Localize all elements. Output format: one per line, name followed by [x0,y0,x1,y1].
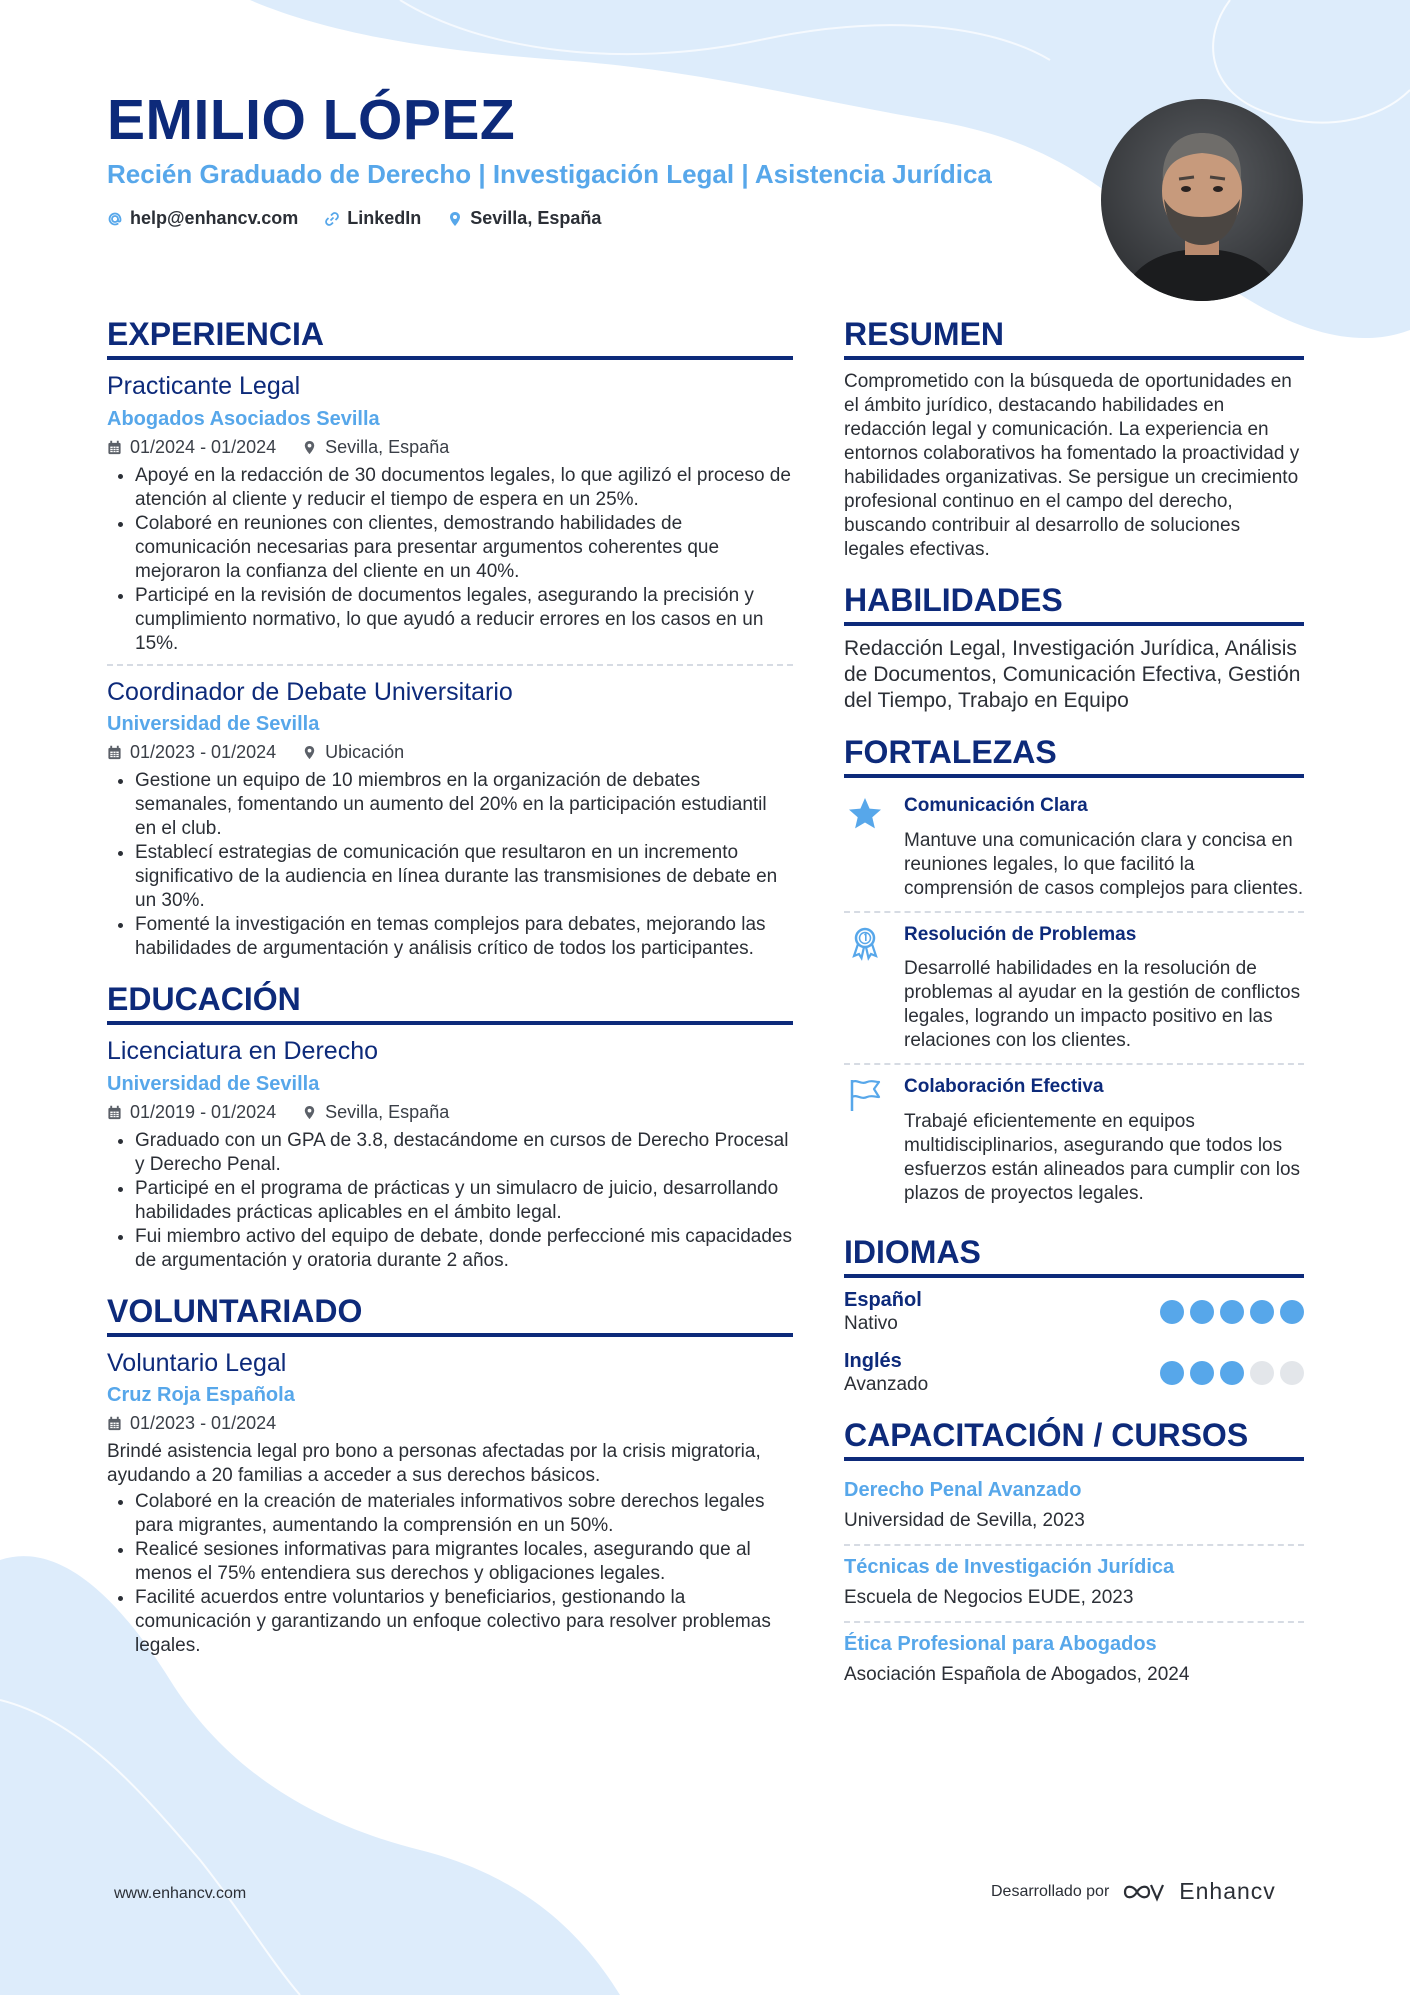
bullet-item: • Realicé sesiones informativas para migrantes locales, asegurando que al menos el 75% entendiera sus derechos y obligaciones legales. [135,1538,793,1586]
candidate-headline: Recién Graduado de Derecho | Investigación Legal | Asistencia Jurídica [107,159,992,189]
powered-by-text: Desarrollado por [991,1882,1110,1900]
section-title-experience: EXPERIENCIA [107,318,793,360]
entry-divider [844,1063,1304,1065]
bullet-item: • Fomenté la investigación en temas complejos para debates, mejorando las habilidades de argumentación y análisis crítico de todos los participantes. [135,913,793,961]
section-title-skills: HABILIDADES [844,584,1304,626]
job-title: Coordinador de Debate Universitario [107,677,513,706]
language-item [844,1349,1304,1398]
volunteer-dates: 01/2023 - 01/2024 [130,1413,277,1433]
experience-section [107,318,793,961]
bullet-item: • Colaboré en la creación de materiales informativos sobre derechos legales para migrantes, aumentando la comprensión en un 50%. [135,1490,793,1538]
flag-icon [847,1077,883,1113]
summary-section [844,318,1304,562]
job-title: Practicante Legal [107,372,301,400]
job-location: Ubicación [325,742,405,762]
bullet-item: • Participé en la revisión de documentos legales, asegurando la precisión y cumplimiento normativo, lo que ayudó a reducir errores en los casos en un 15%. [135,584,793,656]
strength-description: Mantuve una comunicación clara y concisa en reuniones legales, lo que facilitó la comprensión de casos complejos para clientes. [904,829,1304,899]
rating-dot-filled [1280,1300,1304,1324]
entry-divider [844,911,1304,913]
strength-item [844,788,1304,909]
at-icon [107,211,123,227]
footer-website[interactable]: www.enhancv.com [114,1885,247,1902]
section-title-education: EDUCACIÓN [107,983,793,1025]
volunteer-bullets [107,1490,793,1658]
course-institution: Universidad de Sevilla, 2023 [844,1510,1085,1532]
brand-name: Enhancv [1179,1878,1276,1904]
school-name: Universidad de Sevilla [107,1072,320,1095]
course-institution: Asociación Española de Abogados, 2024 [844,1663,1190,1685]
education-location: Sevilla, España [325,1101,450,1122]
experience-entry [107,676,793,962]
portrait-illustration [1101,99,1303,301]
job-meta [107,742,793,763]
contact-email[interactable] [107,208,298,229]
course-item [844,1625,1304,1696]
location-pin-icon [302,1105,317,1120]
star-icon [847,796,883,832]
rating-dot-filled [1220,1300,1244,1324]
entry-divider [844,1621,1304,1623]
section-title-strengths: FORTALEZAS [844,736,1304,778]
bullet-item: • Fui miembro activo del equipo de debate, donde perfeccioné mis capacidades de argumentación y oratoria durante 2 años. [135,1225,793,1273]
bullet-item: • Apoyé en la redacción de 30 documentos legales, lo que agilizó el proceso de atención al cliente y reducir el tiempo de espera en un 25%. [135,464,793,512]
experience-entry [107,370,793,656]
calendar-icon [107,1416,122,1431]
bullet-item: • Participé en el programa de prácticas y un simulacro de juicio, desarrollando habilidades prácticas aplicables en el ámbito legal. [135,1177,793,1225]
section-title-volunteering: VOLUNTARIADO [107,1295,793,1337]
award-ribbon-icon [847,925,883,961]
language-name: Inglés [844,1349,902,1372]
profile-photo [1101,99,1303,301]
skills-section [844,584,1304,714]
language-rating [1160,1300,1304,1324]
left-column [107,318,793,1680]
course-title: Derecho Penal Avanzado [844,1479,1082,1502]
entry-divider [844,1544,1304,1546]
strength-title: Colaboración Efectiva [904,1076,1104,1098]
bullet-item: • Gestione un equipo de 10 miembros en la organización de debates semanales, fomentando un aumento del 20% en la participación estudiantil en el club. [135,769,793,841]
volunteer-title: Voluntario Legal [107,1348,287,1377]
link-icon [324,211,340,227]
rating-dot-filled [1160,1300,1184,1324]
languages-list [844,1288,1304,1397]
linkedin-text: LinkedIn [347,208,422,228]
volunteering-section [107,1292,793,1659]
volunteer-org: Cruz Roja Española [107,1384,295,1406]
section-title-languages: IDIOMAS [844,1236,1304,1278]
calendar-icon [107,440,122,455]
company-name: Universidad de Sevilla [107,713,320,735]
entry-divider [107,664,793,666]
degree-title: Licenciatura en Derecho [107,1037,378,1065]
strength-item [844,917,1304,1062]
course-institution: Escuela de Negocios EUDE, 2023 [844,1587,1134,1609]
course-item [844,1548,1304,1619]
strength-title: Comunicación Clara [904,795,1088,816]
languages-section [844,1236,1304,1397]
email-text: help@enhancv.com [130,208,299,228]
skills-text: Redacción Legal, Investigación Jurídica, Análisis de Documentos, Comunicación Efectiva, Gestión del Tiempo, Trabajo en Equipo [844,637,1301,712]
rating-dot-empty [1280,1361,1304,1385]
rating-dot-empty [1250,1361,1274,1385]
contact-location [447,208,601,229]
rating-dot-filled [1220,1361,1244,1385]
bullet-item: • Colaboré en reuniones con clientes, demostrando habilidades de comunicación necesarias para presentar argumentos coherentes que mejoraron la confianza del cliente en un 40%. [135,512,793,584]
enhancv-logo-icon [1121,1880,1167,1904]
language-rating [1160,1361,1304,1385]
contact-bar [107,208,601,229]
contact-linkedin[interactable] [324,208,421,229]
language-item [844,1288,1304,1337]
footer-branding [991,1878,1276,1905]
summary-text: Comprometido con la búsqueda de oportunidades en el ámbito jurídico, destacando habilidades en redacción legal y comunicación. La experiencia en entornos colaborativos ha fomentado la proactividad y habilidades organizativas. Se persigue un crecimiento profesional continuo en el campo del derecho, buscando contribuir al desarrollo de soluciones legales efectivas. [844,371,1300,560]
education-section [107,983,793,1273]
job-location: Sevilla, España [325,436,450,457]
section-title-courses: CAPACITACIÓN / CURSOS [844,1419,1304,1461]
location-pin-icon [447,211,463,227]
calendar-icon [107,745,122,760]
language-name: Español [844,1289,922,1312]
course-title: Ética Profesional para Abogados [844,1632,1157,1655]
courses-section [844,1419,1304,1695]
strengths-section [844,736,1304,1214]
bullet-item: • Establecí estrategias de comunicación que resultaron en un incremento significativo de la audiencia en línea durante las transmisiones de debate en un 30%. [135,841,793,913]
strength-description: Desarrollé habilidades en la resolución de problemas al ayudar en la gestión de conflictos legales, logrando un impacto positivo en las relaciones con los clientes. [904,958,1301,1052]
education-dates: 01/2019 - 01/2024 [130,1101,277,1122]
bullet-item: • Graduado con un GPA de 3.8, destacándome en cursos de Derecho Procesal y Derecho Penal. [135,1129,793,1177]
course-item [844,1471,1304,1542]
course-title: Técnicas de Investigación Jurídica [844,1556,1175,1579]
job-bullets [107,464,793,656]
rating-dot-filled [1190,1300,1214,1324]
job-dates: 01/2023 - 01/2024 [130,742,277,762]
strength-description: Trabajé eficientemente en equipos multidisciplinarios, asegurando que todos los esfuerzos están alineados para cumplir con los plazos de proyectos legales. [904,1111,1301,1205]
location-text: Sevilla, España [470,208,602,228]
job-bullets [107,769,793,961]
volunteer-description: Brindé asistencia legal pro bono a personas afectadas por la crisis migratoria, ayudando a 20 familias a acceder a sus derechos básicos. [107,1441,761,1486]
location-pin-icon [302,745,317,760]
volunteer-meta [107,1413,793,1434]
language-level: Avanzado [844,1373,929,1395]
calendar-icon [107,1105,122,1120]
company-name: Abogados Asociados Sevilla [107,407,380,430]
rating-dot-filled [1160,1361,1184,1385]
section-title-summary: RESUMEN [844,318,1304,360]
bullet-item: • Facilité acuerdos entre voluntarios y beneficiarios, gestionando la comunicación y garantizando un enfoque colectivo para resolver problemas legales. [135,1586,793,1658]
candidate-name: EMILIO LÓPEZ [107,88,516,152]
location-pin-icon [302,440,317,455]
right-column [844,318,1304,1718]
job-dates: 01/2024 - 01/2024 [130,436,277,457]
job-meta [107,437,793,458]
language-level: Nativo [844,1313,898,1335]
rating-dot-filled [1250,1300,1274,1324]
education-meta [107,1102,793,1123]
strength-item [844,1069,1304,1214]
rating-dot-filled [1190,1361,1214,1385]
strength-title: Resolución de Problemas [904,923,1137,945]
education-bullets [107,1129,793,1273]
